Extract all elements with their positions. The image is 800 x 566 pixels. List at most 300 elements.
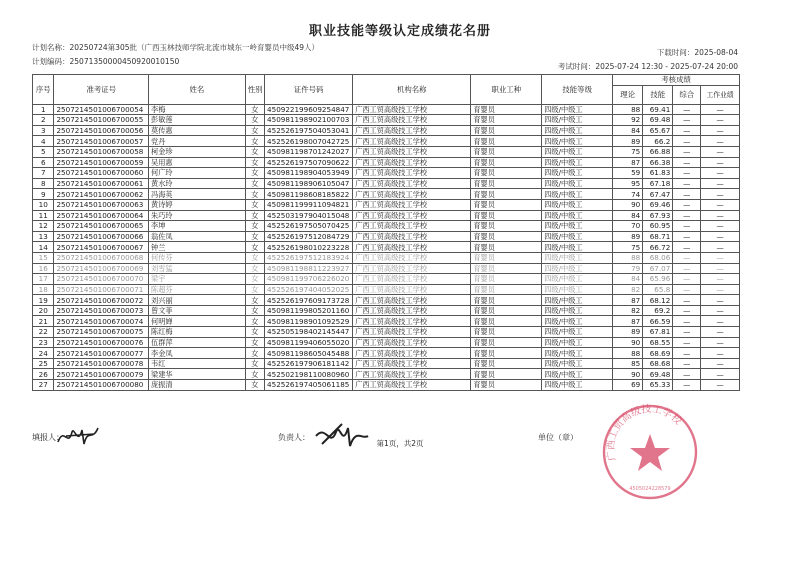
cell-org: 广西工贸高级技工学校: [353, 358, 471, 369]
cell-level: 四级/中级工: [542, 199, 613, 210]
cell-level: 四级/中级工: [542, 380, 613, 391]
cell-id: 450981198811223927: [265, 263, 353, 274]
cell-performance: —: [701, 327, 740, 338]
cell-seq: 23: [33, 337, 54, 348]
cell-theory: 89: [613, 136, 643, 147]
cell-name: 韦红: [149, 358, 246, 369]
cell-seq: 2: [33, 115, 54, 126]
star-icon: [630, 434, 670, 471]
cell-id: 452526198007042725: [265, 136, 353, 147]
score-roster-table: [32, 74, 740, 391]
cell-overall: —: [673, 263, 701, 274]
cell-id: 452526197505070425: [265, 221, 353, 232]
table-row: [33, 242, 740, 253]
cell-overall: —: [673, 168, 701, 179]
cell-seq: 11: [33, 210, 54, 221]
cell-theory: 88: [613, 348, 643, 359]
cell-gender: 女: [245, 284, 264, 295]
cell-skill: 67.07: [643, 263, 673, 274]
cell-org: 广西工贸高级技工学校: [353, 115, 471, 126]
cell-seq: 4: [33, 136, 54, 147]
cell-org: 广西工贸高级技工学校: [353, 348, 471, 359]
cell-gender: 女: [245, 168, 264, 179]
cell-performance: —: [701, 358, 740, 369]
cell-level: 四级/中级工: [542, 252, 613, 263]
cell-theory: 92: [613, 115, 643, 126]
cell-gender: 女: [245, 242, 264, 253]
cell-job: 育婴员: [471, 274, 542, 285]
cell-org: 广西工贸高级技工学校: [353, 295, 471, 306]
cell-skill: 65.67: [643, 125, 673, 136]
cell-ticket: 2507214501006700067: [54, 242, 149, 253]
cell-gender: 女: [245, 305, 264, 316]
cell-ticket: 2507214501006700059: [54, 157, 149, 168]
cell-id: 452526197504053041: [265, 125, 353, 136]
cell-ticket: 2507214501006700079: [54, 369, 149, 380]
cell-org: 广西工贸高级技工学校: [353, 327, 471, 338]
cell-org: 广西工贸高级技工学校: [353, 380, 471, 391]
cell-performance: —: [701, 104, 740, 115]
cell-theory: 87: [613, 157, 643, 168]
cell-id: 452526197405061185: [265, 380, 353, 391]
cell-level: 四级/中级工: [542, 305, 613, 316]
cell-ticket: 2507214501006700064: [54, 210, 149, 221]
cell-job: 育婴员: [471, 252, 542, 263]
cell-job: 育婴员: [471, 358, 542, 369]
cell-id: 450981199911094821: [265, 199, 353, 210]
cell-level: 四级/中级工: [542, 146, 613, 157]
cell-overall: —: [673, 231, 701, 242]
cell-skill: 67.93: [643, 210, 673, 221]
cell-level: 四级/中级工: [542, 221, 613, 232]
header-level: 技能等级: [542, 75, 613, 105]
cell-id: 450922199609254847: [265, 104, 353, 115]
cell-performance: —: [701, 252, 740, 263]
cell-level: 四级/中级工: [542, 104, 613, 115]
cell-overall: —: [673, 348, 701, 359]
table-row: [33, 125, 740, 136]
cell-gender: 女: [245, 358, 264, 369]
cell-level: 四级/中级工: [542, 369, 613, 380]
table-row: [33, 231, 740, 242]
table-row: [33, 358, 740, 369]
cell-gender: 女: [245, 125, 264, 136]
cell-ticket: 2507214501006700069: [54, 263, 149, 274]
cell-job: 育婴员: [471, 348, 542, 359]
cell-theory: 84: [613, 274, 643, 285]
cell-job: 育婴员: [471, 305, 542, 316]
cell-id: 450981198901092529: [265, 316, 353, 327]
reviewer-label: 负责人：: [278, 433, 310, 442]
cell-ticket: 2507214501006700065: [54, 221, 149, 232]
cell-seq: 5: [33, 146, 54, 157]
cell-name: 李金凤: [149, 348, 246, 359]
cell-skill: 60.95: [643, 221, 673, 232]
cell-overall: —: [673, 284, 701, 295]
seal-text: 广西工贸高级技工学校: [605, 403, 684, 462]
cell-name: 党丹: [149, 136, 246, 147]
cell-job: 育婴员: [471, 316, 542, 327]
cell-id: 452526197512084729: [265, 231, 353, 242]
cell-ticket: 2507214501006700071: [54, 284, 149, 295]
cell-level: 四级/中级工: [542, 136, 613, 147]
cell-performance: —: [701, 348, 740, 359]
cell-id: 450981199706226020: [265, 274, 353, 285]
cell-org: 广西工贸高级技工学校: [353, 221, 471, 232]
header-performance: 工作业绩: [701, 85, 740, 104]
cell-overall: —: [673, 327, 701, 338]
cell-overall: —: [673, 178, 701, 189]
cell-level: 四级/中级工: [542, 115, 613, 126]
cell-overall: —: [673, 252, 701, 263]
cell-name: 何明婵: [149, 316, 246, 327]
cell-id: 452526197906181142: [265, 358, 353, 369]
cell-theory: 88: [613, 252, 643, 263]
cell-id: 450981199406055020: [265, 337, 353, 348]
cell-job: 育婴员: [471, 189, 542, 200]
cell-skill: 68.71: [643, 231, 673, 242]
cell-skill: 66.88: [643, 146, 673, 157]
cell-name: 黄水玲: [149, 178, 246, 189]
cell-ticket: 2507214501006700076: [54, 337, 149, 348]
cell-job: 育婴员: [471, 178, 542, 189]
cell-id: 452503197904015048: [265, 210, 353, 221]
cell-overall: —: [673, 274, 701, 285]
cell-theory: 89: [613, 327, 643, 338]
table-row: [33, 274, 740, 285]
cell-overall: —: [673, 305, 701, 316]
cell-name: 李坤: [149, 221, 246, 232]
cell-overall: —: [673, 125, 701, 136]
page-number: 第1页，共2页: [376, 439, 424, 448]
cell-performance: —: [701, 284, 740, 295]
cell-performance: —: [701, 168, 740, 179]
cell-skill: 67.81: [643, 327, 673, 338]
cell-overall: —: [673, 210, 701, 221]
header-row: [33, 75, 740, 86]
cell-gender: 女: [245, 157, 264, 168]
cell-skill: 67.18: [643, 178, 673, 189]
filler-label: 填报人：: [32, 433, 64, 442]
cell-performance: —: [701, 369, 740, 380]
cell-skill: 68.12: [643, 295, 673, 306]
cell-ticket: 2507214501006700066: [54, 231, 149, 242]
cell-level: 四级/中级工: [542, 284, 613, 295]
cell-ticket: 2507214501006700063: [54, 199, 149, 210]
cell-name: 梁宇: [149, 274, 246, 285]
cell-id: 450981198608185822: [265, 189, 353, 200]
cell-performance: —: [701, 221, 740, 232]
cell-theory: 79: [613, 263, 643, 274]
cell-org: 广西工贸高级技工学校: [353, 316, 471, 327]
cell-seq: 20: [33, 305, 54, 316]
cell-ticket: 2507214501006700062: [54, 189, 149, 200]
cell-theory: 75: [613, 146, 643, 157]
cell-job: 育婴员: [471, 104, 542, 115]
table-row: [33, 168, 740, 179]
cell-id: 452526197404052025: [265, 284, 353, 295]
cell-theory: 90: [613, 199, 643, 210]
cell-seq: 13: [33, 231, 54, 242]
cell-name: 何广玲: [149, 168, 246, 179]
cell-performance: —: [701, 136, 740, 147]
cell-level: 四级/中级工: [542, 295, 613, 306]
table-row: [33, 348, 740, 359]
cell-gender: 女: [245, 199, 264, 210]
cell-org: 广西工贸高级技工学校: [353, 337, 471, 348]
cell-org: 广西工贸高级技工学校: [353, 146, 471, 157]
cell-id: 450981198906105047: [265, 178, 353, 189]
exam-time: 考试时间：2025-07-24 12:30 - 2025-07-24 20:00: [557, 62, 738, 71]
cell-org: 广西工贸高级技工学校: [353, 199, 471, 210]
cell-org: 广西工贸高级技工学校: [353, 104, 471, 115]
cell-seq: 24: [33, 348, 54, 359]
cell-id: 452502198110080960: [265, 369, 353, 380]
cell-overall: —: [673, 146, 701, 157]
cell-job: 育婴员: [471, 115, 542, 126]
cell-theory: 85: [613, 358, 643, 369]
cell-theory: 95: [613, 178, 643, 189]
cell-skill: 66.72: [643, 242, 673, 253]
header-skill: 技能: [643, 85, 673, 104]
cell-skill: 69.46: [643, 199, 673, 210]
plan-code: 计划编码：25071350000450920010150: [32, 57, 180, 66]
cell-name: 李梅: [149, 104, 246, 115]
cell-skill: 68.68: [643, 358, 673, 369]
cell-skill: 65.33: [643, 380, 673, 391]
cell-performance: —: [701, 178, 740, 189]
cell-overall: —: [673, 358, 701, 369]
cell-gender: 女: [245, 221, 264, 232]
header-overall: 综合: [673, 85, 701, 104]
table-row: [33, 369, 740, 380]
cell-performance: —: [701, 305, 740, 316]
cell-seq: 14: [33, 242, 54, 253]
cell-job: 育婴员: [471, 337, 542, 348]
cell-theory: 59: [613, 168, 643, 179]
cell-theory: 89: [613, 231, 643, 242]
cell-overall: —: [673, 316, 701, 327]
cell-name: 梁建华: [149, 369, 246, 380]
table-row: [33, 380, 740, 391]
table-row: [33, 305, 740, 316]
cell-ticket: 2507214501006700072: [54, 295, 149, 306]
cell-job: 育婴员: [471, 210, 542, 221]
cell-name: 彭敏莲: [149, 115, 246, 126]
table-row: [33, 221, 740, 232]
cell-theory: 82: [613, 284, 643, 295]
cell-id: 450981198902100703: [265, 115, 353, 126]
cell-overall: —: [673, 221, 701, 232]
cell-theory: 82: [613, 305, 643, 316]
cell-gender: 女: [245, 348, 264, 359]
cell-ticket: 2507214501006700055: [54, 115, 149, 126]
cell-gender: 女: [245, 115, 264, 126]
cell-ticket: 2507214501006700061: [54, 178, 149, 189]
cell-overall: —: [673, 136, 701, 147]
cell-job: 育婴员: [471, 146, 542, 157]
cell-name: 莫传惠: [149, 125, 246, 136]
cell-skill: 67.47: [643, 189, 673, 200]
table-row: [33, 178, 740, 189]
cell-seq: 22: [33, 327, 54, 338]
download-time: 下载时间：2025-08-04: [656, 48, 738, 57]
cell-overall: —: [673, 189, 701, 200]
cell-performance: —: [701, 210, 740, 221]
cell-gender: 女: [245, 295, 264, 306]
cell-performance: —: [701, 157, 740, 168]
cell-level: 四级/中级工: [542, 274, 613, 285]
table-row: [33, 337, 740, 348]
cell-gender: 女: [245, 369, 264, 380]
cell-level: 四级/中级工: [542, 125, 613, 136]
cell-seq: 18: [33, 284, 54, 295]
cell-ticket: 2507214501006700073: [54, 305, 149, 316]
cell-name: 刘雪猛: [149, 263, 246, 274]
cell-name: 庞振清: [149, 380, 246, 391]
cell-skill: 65.96: [643, 274, 673, 285]
table-row: [33, 104, 740, 115]
cell-job: 育婴员: [471, 157, 542, 168]
cell-seq: 25: [33, 358, 54, 369]
cell-id: 452505198402145447: [265, 327, 353, 338]
cell-name: 伍群萍: [149, 337, 246, 348]
cell-seq: 15: [33, 252, 54, 263]
cell-seq: 8: [33, 178, 54, 189]
cell-org: 广西工贸高级技工学校: [353, 125, 471, 136]
header-job: 职业工种: [471, 75, 542, 105]
plan-name: 计划名称：20250724第305批（广西玉林技师学院北流市城东一岭育婴员中级49人）: [32, 43, 320, 52]
cell-org: 广西工贸高级技工学校: [353, 284, 471, 295]
cell-org: 广西工贸高级技工学校: [353, 189, 471, 200]
cell-level: 四级/中级工: [542, 327, 613, 338]
cell-id: 452526197512183924: [265, 252, 353, 263]
cell-level: 四级/中级工: [542, 231, 613, 242]
header-id: 证件号码: [265, 75, 353, 105]
cell-org: 广西工贸高级技工学校: [353, 178, 471, 189]
cell-skill: 68.69: [643, 348, 673, 359]
header-seq: 序号: [33, 75, 54, 105]
cell-seq: 9: [33, 189, 54, 200]
cell-overall: —: [673, 380, 701, 391]
cell-gender: 女: [245, 316, 264, 327]
cell-id: 452526198010223228: [265, 242, 353, 253]
cell-performance: —: [701, 125, 740, 136]
table-row: [33, 199, 740, 210]
cell-job: 育婴员: [471, 242, 542, 253]
cell-seq: 26: [33, 369, 54, 380]
cell-ticket: 2507214501006700074: [54, 316, 149, 327]
table-row: [33, 316, 740, 327]
cell-ticket: 2507214501006700060: [54, 168, 149, 179]
cell-name: 黄诗婷: [149, 199, 246, 210]
cell-performance: —: [701, 242, 740, 253]
cell-theory: 90: [613, 369, 643, 380]
cell-name: 陈超芬: [149, 284, 246, 295]
cell-level: 四级/中级工: [542, 337, 613, 348]
cell-seq: 3: [33, 125, 54, 136]
cell-id: 450981198701242027: [265, 146, 353, 157]
header-org: 机构名称: [353, 75, 471, 105]
cell-skill: 66.2: [643, 136, 673, 147]
cell-performance: —: [701, 115, 740, 126]
cell-performance: —: [701, 274, 740, 285]
table-row: [33, 157, 740, 168]
cell-skill: 66.38: [643, 157, 673, 168]
table-row: [33, 252, 740, 263]
cell-skill: 68.06: [643, 252, 673, 263]
cell-name: 吴用惠: [149, 157, 246, 168]
cell-name: 陈红梅: [149, 327, 246, 338]
cell-gender: 女: [245, 263, 264, 274]
header-name: 姓名: [149, 75, 246, 105]
cell-org: 广西工贸高级技工学校: [353, 157, 471, 168]
header-scores: 考核成绩: [613, 75, 740, 86]
cell-level: 四级/中级工: [542, 178, 613, 189]
cell-ticket: 2507214501006700054: [54, 104, 149, 115]
cell-skill: 69.48: [643, 115, 673, 126]
cell-job: 育婴员: [471, 263, 542, 274]
cell-level: 四级/中级工: [542, 242, 613, 253]
cell-job: 育婴员: [471, 168, 542, 179]
cell-skill: 61.83: [643, 168, 673, 179]
cell-level: 四级/中级工: [542, 348, 613, 359]
cell-overall: —: [673, 157, 701, 168]
table-row: [33, 210, 740, 221]
cell-level: 四级/中级工: [542, 168, 613, 179]
table-row: [33, 263, 740, 274]
cell-performance: —: [701, 146, 740, 157]
cell-performance: —: [701, 316, 740, 327]
cell-overall: —: [673, 242, 701, 253]
cell-seq: 12: [33, 221, 54, 232]
cell-job: 育婴员: [471, 136, 542, 147]
cell-id: 450981198904053949: [265, 168, 353, 179]
cell-level: 四级/中级工: [542, 263, 613, 274]
cell-name: 翁佐凤: [149, 231, 246, 242]
cell-name: 曾文菲: [149, 305, 246, 316]
cell-gender: 女: [245, 104, 264, 115]
cell-level: 四级/中级工: [542, 316, 613, 327]
cell-overall: —: [673, 337, 701, 348]
cell-ticket: 2507214501006700056: [54, 125, 149, 136]
cell-job: 育婴员: [471, 221, 542, 232]
cell-id: 450981198605045488: [265, 348, 353, 359]
cell-skill: 65.8: [643, 284, 673, 295]
cell-level: 四级/中级工: [542, 157, 613, 168]
table-row: [33, 327, 740, 338]
cell-seq: 7: [33, 168, 54, 179]
cell-name: 柯金珍: [149, 146, 246, 157]
cell-seq: 1: [33, 104, 54, 115]
header-gender: 性别: [245, 75, 264, 105]
cell-name: 钟兰: [149, 242, 246, 253]
cell-gender: 女: [245, 210, 264, 221]
cell-job: 育婴员: [471, 284, 542, 295]
header-ticket: 准考证号: [54, 75, 149, 105]
roster-body: [33, 104, 740, 390]
cell-org: 广西工贸高级技工学校: [353, 252, 471, 263]
cell-ticket: 2507214501006700070: [54, 274, 149, 285]
cell-org: 广西工贸高级技工学校: [353, 263, 471, 274]
cell-theory: 87: [613, 295, 643, 306]
cell-theory: 88: [613, 104, 643, 115]
cell-ticket: 2507214501006700075: [54, 327, 149, 338]
cell-theory: 84: [613, 210, 643, 221]
seal-number: 4505024228579: [629, 486, 671, 492]
cell-name: 冯海英: [149, 189, 246, 200]
document-title: 职业技能等级认定成绩花名册: [308, 24, 491, 39]
